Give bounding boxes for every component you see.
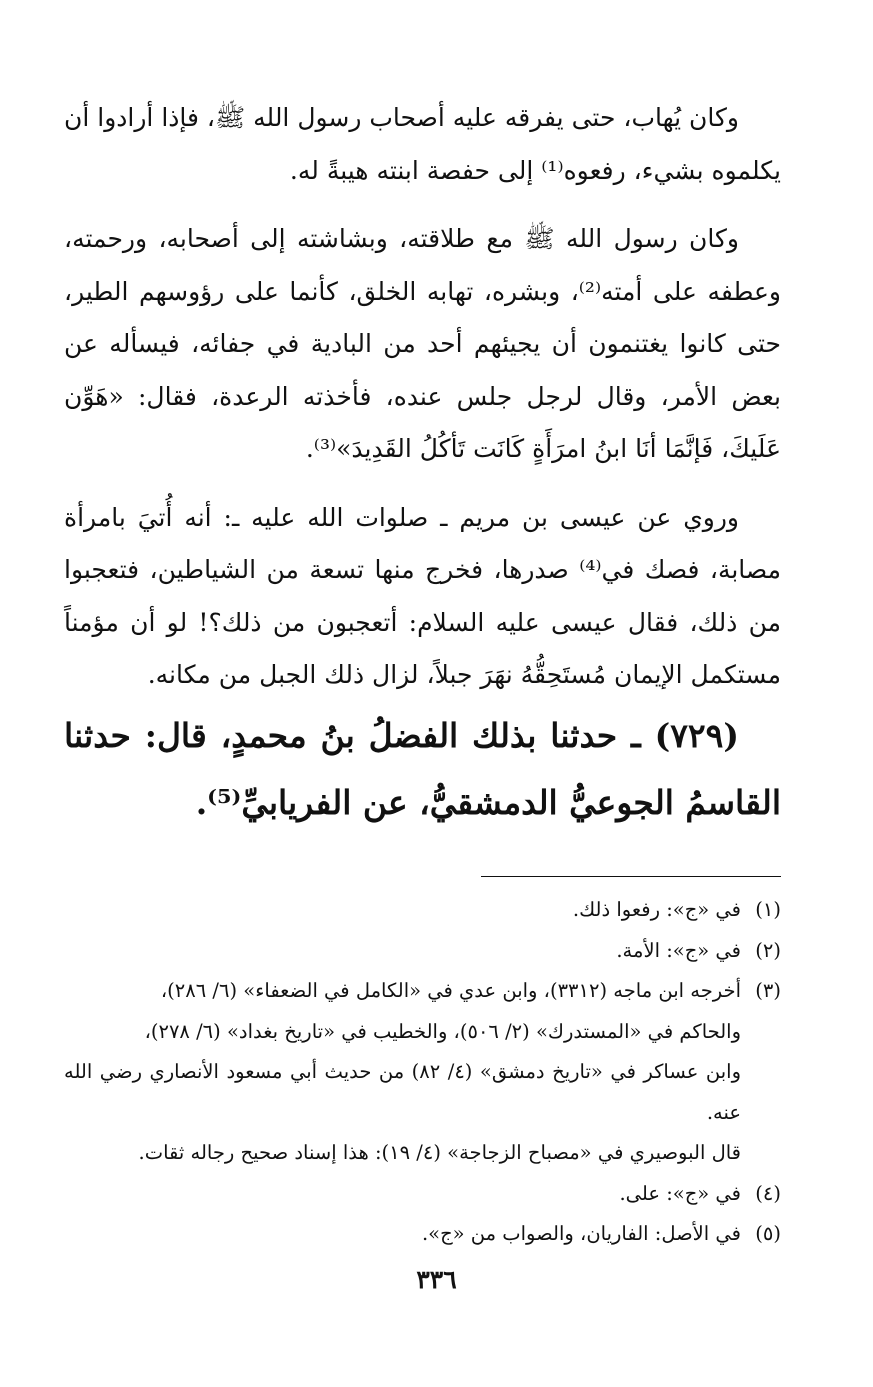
footnote-line: أخرجه ابن ماجه (٣٣١٢)، وابن عدي في «الكامل في الضعفاء» (٦/ ٢٨٦)،	[160, 979, 741, 1002]
footnote-line: في «ج»: رفعوا ذلك.	[572, 898, 741, 921]
footnote-line: في «ج»: الأمة.	[616, 938, 741, 962]
footnote-number: (٢)	[755, 938, 781, 962]
footnote-line: قال البوصيري في «مصباح الزجاجة» (٤/ ١٩): هذا إسناد صحيح رجاله ثقات.	[138, 1141, 741, 1164]
footnote-text	[64, 931, 741, 972]
footnote-line: والحاكم في «المستدرك» (٢/ ٥٠٦)، والخطيب في «تاريخ بغداد» (٦/ ٢٧٨)،	[144, 1019, 741, 1043]
footnote-text	[64, 1174, 741, 1215]
footnote-line: في الأصل: الفاريان، والصواب من «ج».	[421, 1222, 741, 1245]
footnote-text	[64, 971, 741, 1174]
footnote-number: (١)	[755, 898, 781, 921]
footnote-text	[64, 890, 741, 931]
paragraph: وكان رسول الله ﷺ مع طلاقته، وبشاشته إلى أصحابه، ورحمته، وعطفه على أمته⁽²⁾، وبشره، تهابه الخلق، كأنما على رؤوسهم الطير، حتى كانوا يغتنمون أن يجيئهم أحد من البادية في جفائه، فيسأله عن بعض الأمر، وقال لرجل جلس عنده، فأخذته الرعدة، فقال: «هَوِّن عَلَيكَ، فَإنَّمَا أنَا ابنُ امرَأَةٍ كَانَت تَأكُلُ القَدِيدَ»⁽³⁾.	[64, 224, 781, 463]
footnote	[64, 890, 781, 931]
footnote	[64, 1174, 781, 1215]
footnote	[64, 971, 781, 1174]
footnote-text	[64, 1214, 741, 1255]
footnote-divider	[481, 876, 781, 877]
footnotes	[64, 890, 781, 1255]
footnote-line: وابن عساكر في «تاريخ دمشق» (٤/ ٨٢) من حديث أبي مسعود الأنصاري رضي الله عنه.	[64, 1060, 741, 1124]
footnote-line: في «ج»: على.	[619, 1181, 741, 1205]
footnote	[64, 931, 781, 972]
footnote-number: (٤)	[755, 1181, 781, 1205]
paragraph: وكان يُهاب، حتى يفرقه عليه أصحاب رسول الله ﷺ، فإذا أرادوا أن يكلموه بشيء، رفعوه⁽¹⁾ إلى حفصة ابنته هيبةً له.	[64, 103, 781, 185]
paragraph: وروي عن عيسى بن مريم ـ صلوات الله عليه ـ: أنه أُتيَ بامرأة مصابة، فصك في⁽⁴⁾ صدرها، فخرج منها تسعة من الشياطين، فتعجبوا من ذلك، فقال عيسى عليه السلام: أتعجبون من ذلك؟! لو أن مؤمناً مستكمل الإيمان مُستَحِقُّهُ نهَرَ جبلاً، لزال ذلك الجبل من مكانه.	[64, 502, 781, 689]
page-number: ٣٣٦	[416, 1265, 457, 1294]
hadith-heading: (٧٢٩) ـ حدثنا بذلك الفضلُ بنُ محمدٍ، قال: حدثنا القاسمُ الجوعيُّ الدمشقيُّ، عن الفريابيِّ⁽⁵⁾.	[64, 716, 781, 822]
body-text	[64, 92, 781, 702]
footnote-number: (٣)	[755, 979, 781, 1002]
footnote-number: (٥)	[755, 1222, 781, 1245]
footnote	[64, 1214, 781, 1255]
